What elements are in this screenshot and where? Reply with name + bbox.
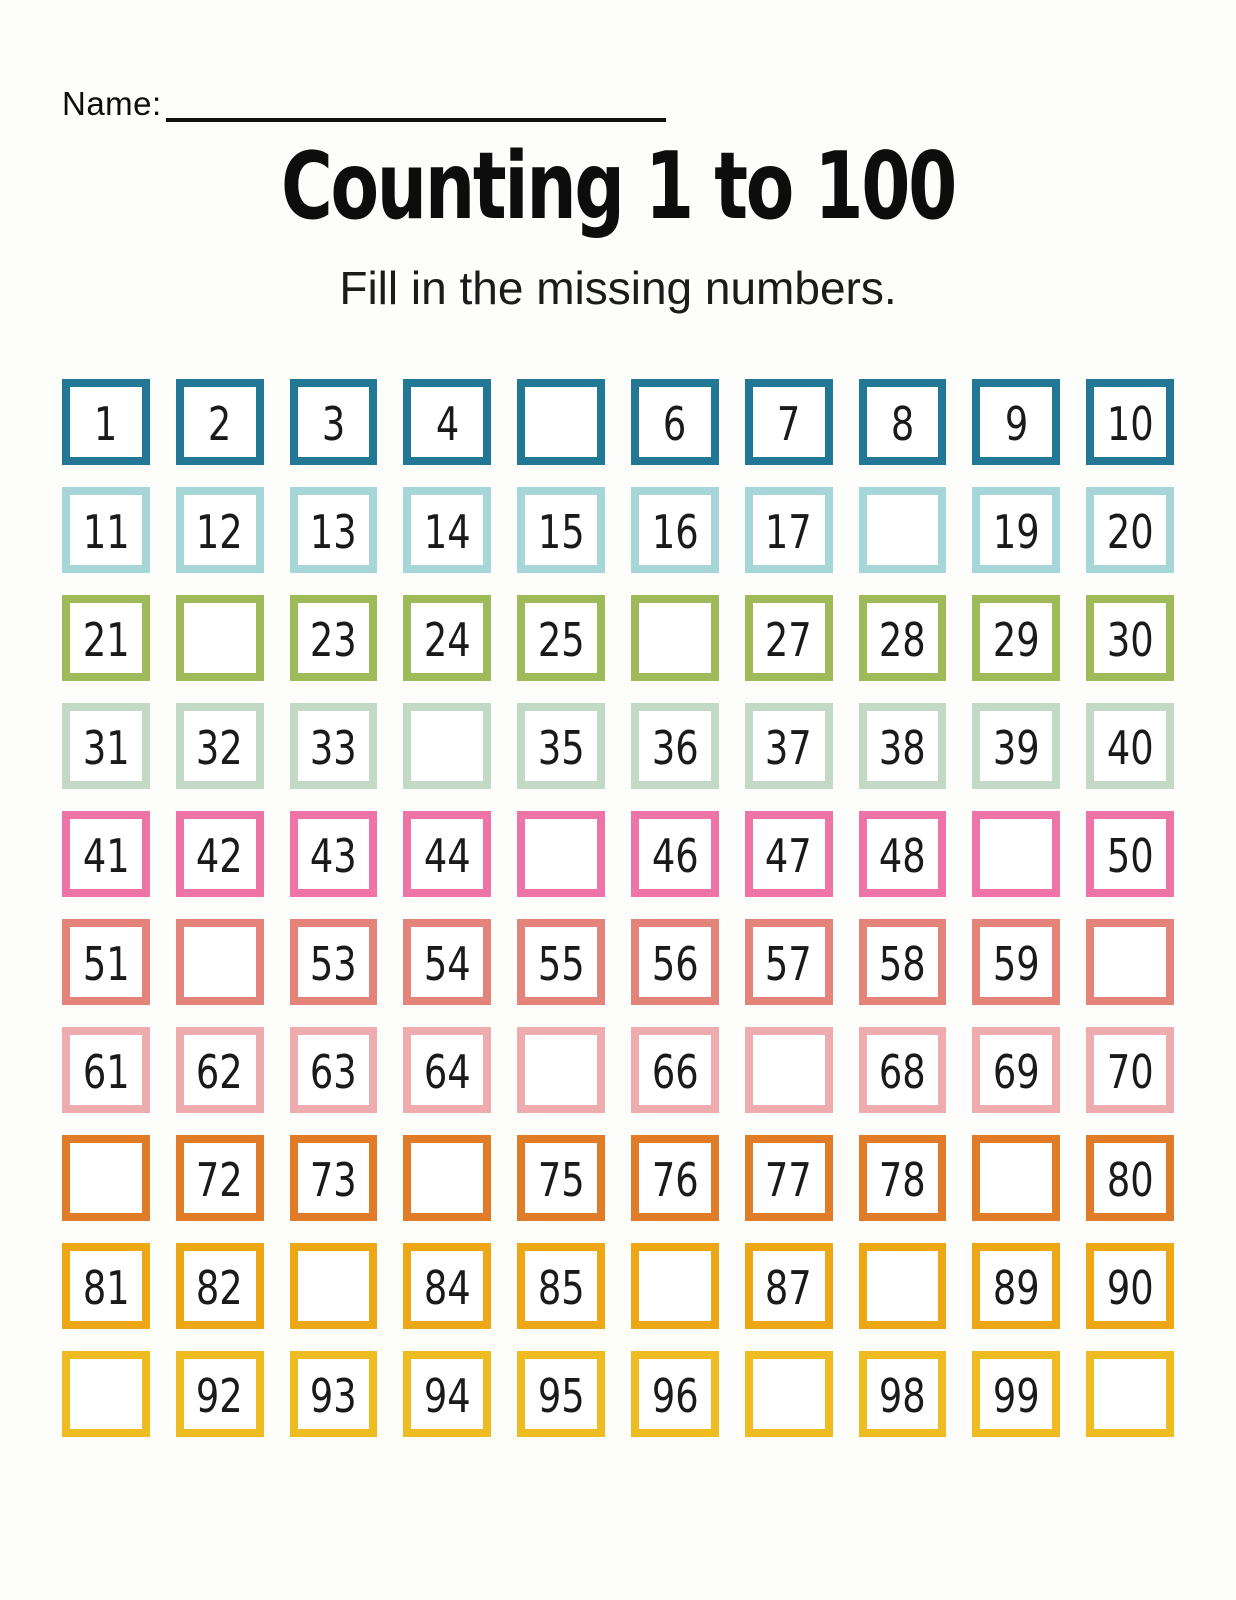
number-cell: [631, 919, 719, 1005]
number-cell: [972, 379, 1060, 465]
cell-number: 44: [423, 828, 471, 883]
number-cell: [290, 919, 378, 1005]
cell-number: 16: [651, 504, 699, 559]
missing-number-cell[interactable]: [745, 1351, 833, 1437]
number-cell: [517, 919, 605, 1005]
cell-number: 75: [537, 1152, 585, 1207]
number-cell: [859, 919, 947, 1005]
cell-number: 40: [1106, 720, 1154, 775]
cell-number: 25: [537, 612, 585, 667]
missing-number-cell[interactable]: [176, 595, 264, 681]
number-cell: [517, 703, 605, 789]
number-cell: [176, 1135, 264, 1221]
cell-number: 21: [82, 612, 130, 667]
number-cell: [290, 1027, 378, 1113]
cell-number: 59: [992, 936, 1040, 991]
cell-number: 80: [1106, 1152, 1154, 1207]
number-cell: [859, 379, 947, 465]
number-cell: [176, 379, 264, 465]
cell-number: 58: [879, 936, 926, 991]
cell-number: 68: [879, 1044, 926, 1099]
cell-number: 96: [651, 1368, 699, 1423]
number-cell: [62, 811, 150, 897]
number-cell: [745, 919, 833, 1005]
number-cell: [517, 487, 605, 573]
cell-number: 14: [423, 504, 471, 559]
missing-number-cell[interactable]: [859, 1243, 947, 1329]
missing-number-cell[interactable]: [517, 379, 605, 465]
cell-number: 93: [310, 1368, 357, 1423]
cell-number: 77: [765, 1152, 813, 1207]
cell-number: 4: [435, 396, 459, 451]
number-cell: [62, 703, 150, 789]
number-cell: [631, 811, 719, 897]
number-cell: [972, 1243, 1060, 1329]
cell-number: 94: [423, 1368, 471, 1423]
cell-number: 64: [423, 1044, 471, 1099]
cell-number: 15: [537, 504, 585, 559]
cell-number: 31: [82, 720, 130, 775]
missing-number-cell[interactable]: [1086, 919, 1174, 1005]
number-cell: [403, 1027, 491, 1113]
cell-number: 7: [776, 396, 801, 451]
number-cell: [290, 595, 378, 681]
number-cell: [631, 1135, 719, 1221]
cell-number: 84: [423, 1260, 471, 1315]
cell-number: 13: [310, 504, 357, 559]
number-cell: [62, 919, 150, 1005]
number-cell: [403, 379, 491, 465]
cell-number: 78: [879, 1152, 926, 1207]
missing-number-cell[interactable]: [631, 595, 719, 681]
cell-number: 35: [537, 720, 585, 775]
page-subtitle: Fill in the missing numbers.: [339, 261, 897, 314]
number-cell: [1086, 379, 1174, 465]
cell-number: 73: [310, 1152, 357, 1207]
number-cell: [972, 919, 1060, 1005]
cell-number: 90: [1106, 1260, 1154, 1315]
number-cell: [62, 1243, 150, 1329]
cell-number: 23: [310, 612, 357, 667]
missing-number-cell[interactable]: [290, 1243, 378, 1329]
missing-number-cell[interactable]: [631, 1243, 719, 1329]
number-cell: [631, 487, 719, 573]
cell-number: 28: [879, 612, 926, 667]
missing-number-cell[interactable]: [517, 1027, 605, 1113]
cell-number: 95: [537, 1368, 585, 1423]
number-cell: [745, 703, 833, 789]
number-cell: [972, 703, 1060, 789]
number-cell: [1086, 703, 1174, 789]
number-cell: [290, 703, 378, 789]
cell-number: 54: [423, 936, 471, 991]
cell-number: 11: [82, 504, 130, 559]
number-cell: [972, 487, 1060, 573]
cell-number: 72: [196, 1152, 244, 1207]
number-cell: [62, 1027, 150, 1113]
cell-number: 36: [651, 720, 699, 775]
cell-number: 69: [992, 1044, 1040, 1099]
number-cell: [1086, 1135, 1174, 1221]
cell-number: 41: [82, 828, 130, 883]
missing-number-cell[interactable]: [745, 1027, 833, 1113]
number-cell: [972, 1351, 1060, 1437]
number-cell: [176, 487, 264, 573]
number-cell: [972, 1027, 1060, 1113]
number-cell: [176, 1243, 264, 1329]
cell-number: 82: [196, 1260, 244, 1315]
cell-number: 62: [196, 1044, 244, 1099]
number-cell: [176, 1351, 264, 1437]
missing-number-cell[interactable]: [62, 1135, 150, 1221]
missing-number-cell[interactable]: [403, 1135, 491, 1221]
number-cell: [745, 1135, 833, 1221]
cell-number: 50: [1106, 828, 1154, 883]
number-cell: [290, 1351, 378, 1437]
missing-number-cell[interactable]: [62, 1351, 150, 1437]
number-cell: [176, 811, 264, 897]
number-cell: [631, 1027, 719, 1113]
number-cell: [1086, 595, 1174, 681]
number-cell: [176, 1027, 264, 1113]
cell-number: 38: [879, 720, 926, 775]
number-cell: [290, 1135, 378, 1221]
number-cell: [1086, 487, 1174, 573]
cell-number: 42: [196, 828, 244, 883]
number-cell: [745, 487, 833, 573]
missing-number-cell[interactable]: [1086, 1351, 1174, 1437]
cell-number: 29: [992, 612, 1040, 667]
cell-number: 1: [94, 396, 118, 451]
cell-number: 12: [196, 504, 244, 559]
number-cell: [403, 919, 491, 1005]
cell-number: 30: [1106, 612, 1154, 667]
number-cell: [517, 595, 605, 681]
number-cell: [403, 811, 491, 897]
number-cell: [745, 379, 833, 465]
missing-number-cell[interactable]: [859, 487, 947, 573]
number-cell: [290, 379, 378, 465]
number-cell: [403, 1351, 491, 1437]
number-cell: [1086, 1243, 1174, 1329]
missing-number-cell[interactable]: [517, 811, 605, 897]
cell-number: 43: [310, 828, 357, 883]
number-cell: [859, 595, 947, 681]
cell-number: 57: [765, 936, 813, 991]
missing-number-cell[interactable]: [176, 919, 264, 1005]
cell-number: 3: [321, 396, 346, 451]
missing-number-cell[interactable]: [972, 811, 1060, 897]
cell-number: 6: [663, 396, 687, 451]
cell-number: 61: [82, 1044, 130, 1099]
cell-number: 48: [879, 828, 926, 883]
cell-number: 89: [992, 1260, 1040, 1315]
number-cell: [1086, 1027, 1174, 1113]
number-cell: [859, 1135, 947, 1221]
number-cell: [62, 595, 150, 681]
number-cell: [745, 1243, 833, 1329]
cell-number: 19: [992, 504, 1040, 559]
number-cell: [859, 1027, 947, 1113]
cell-number: 8: [890, 396, 915, 451]
cell-number: 87: [765, 1260, 813, 1315]
name-label: Name:: [62, 84, 162, 122]
number-cell: [972, 595, 1060, 681]
number-cell: [517, 1243, 605, 1329]
cell-number: 92: [196, 1368, 244, 1423]
cell-number: 76: [651, 1152, 699, 1207]
number-cell: [859, 1351, 947, 1437]
number-cell: [517, 1135, 605, 1221]
cell-number: 32: [196, 720, 244, 775]
number-cell: [1086, 811, 1174, 897]
number-cell: [403, 595, 491, 681]
cell-number: 2: [207, 396, 232, 451]
cell-number: 51: [82, 936, 130, 991]
name-fill-in-line[interactable]: [166, 80, 666, 122]
number-cell: [517, 1351, 605, 1437]
cell-number: 99: [992, 1368, 1040, 1423]
cell-number: 46: [651, 828, 699, 883]
number-cell: [176, 703, 264, 789]
cell-number: 85: [537, 1260, 585, 1315]
number-cell: [631, 379, 719, 465]
cell-number: 63: [310, 1044, 357, 1099]
cell-number: 47: [765, 828, 813, 883]
name-row: [62, 78, 1174, 122]
cell-number: 10: [1106, 396, 1154, 451]
cell-number: 37: [765, 720, 813, 775]
number-cell: [290, 811, 378, 897]
number-cell: [859, 811, 947, 897]
number-cell: [859, 703, 947, 789]
number-cell: [631, 703, 719, 789]
cell-number: 24: [423, 612, 471, 667]
hundred-chart: [62, 379, 1174, 1437]
cell-number: 27: [765, 612, 813, 667]
cell-number: 56: [651, 936, 699, 991]
cell-number: 9: [1004, 396, 1028, 451]
number-cell: [62, 487, 150, 573]
cell-number: 55: [537, 936, 585, 991]
number-cell: [290, 487, 378, 573]
missing-number-cell[interactable]: [972, 1135, 1060, 1221]
number-cell: [745, 811, 833, 897]
cell-number: 81: [82, 1260, 130, 1315]
cell-number: 70: [1106, 1044, 1154, 1099]
number-cell: [403, 487, 491, 573]
cell-number: 98: [879, 1368, 926, 1423]
missing-number-cell[interactable]: [403, 703, 491, 789]
cell-number: 39: [992, 720, 1040, 775]
cell-number: 20: [1106, 504, 1154, 559]
number-cell: [403, 1243, 491, 1329]
number-cell: [745, 595, 833, 681]
cell-number: 33: [310, 720, 357, 775]
cell-number: 66: [651, 1044, 699, 1099]
number-cell: [631, 1351, 719, 1437]
cell-number: 53: [310, 936, 357, 991]
number-cell: [62, 379, 150, 465]
cell-number: 17: [765, 504, 813, 559]
page-title: Counting 1 to 100: [280, 132, 956, 240]
